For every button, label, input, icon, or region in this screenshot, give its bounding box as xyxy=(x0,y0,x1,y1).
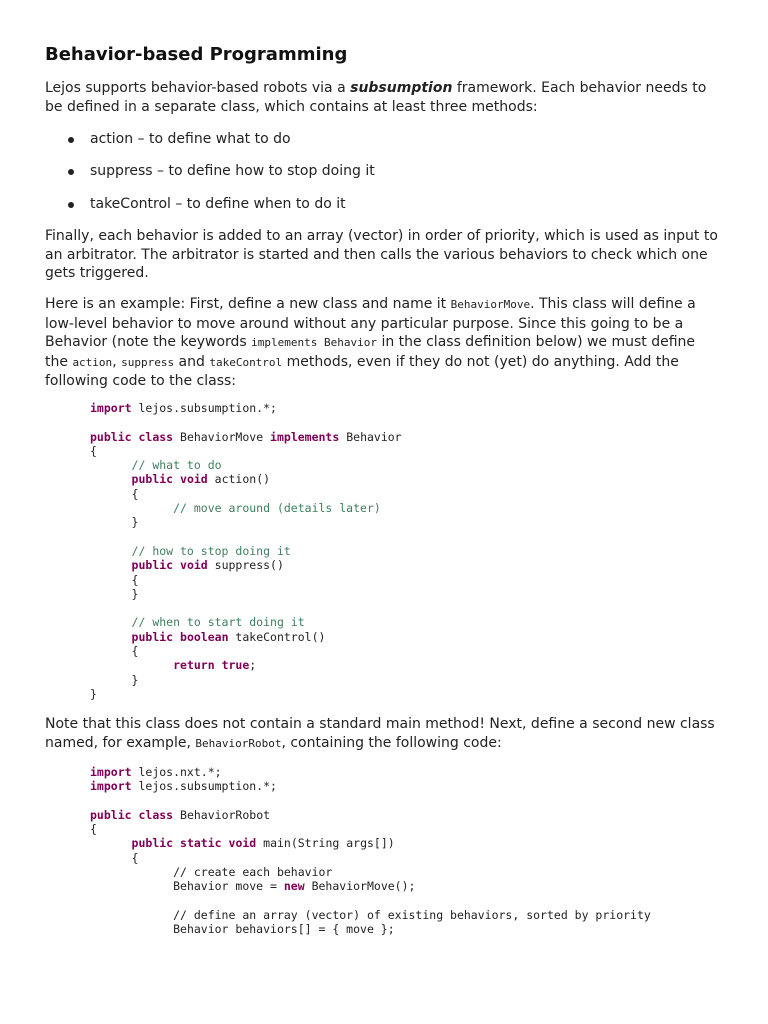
paragraph-text: , containing the following code: xyxy=(281,734,502,751)
arbitrator-paragraph xyxy=(45,227,735,283)
paragraph-text: named, for example, xyxy=(45,734,196,751)
paragraph-text: in the class definition below) we must define xyxy=(377,334,696,350)
inline-code: BehaviorMove xyxy=(450,298,531,311)
paragraph-text: methods, even if they do not (yet) do anything. Add the xyxy=(282,353,679,370)
paragraph-text: Behavior (note the keywords xyxy=(45,334,252,350)
paragraph-text: Here is an example: First, define a new class and name it xyxy=(45,296,451,312)
paragraph-text: gets triggered. xyxy=(45,265,149,281)
paragraph-text: Note that this class does not contain a standard main method! Next, define a second new class xyxy=(45,716,715,732)
bullet-dot-icon xyxy=(68,202,74,208)
paragraph-text: an arbitrator. The arbitrator is started and then calls the various behaviors to check which one xyxy=(45,246,708,263)
inline-code: takeControl xyxy=(209,355,283,369)
inline-code: suppress xyxy=(121,355,175,369)
subsumption-term: subsumption xyxy=(350,80,453,96)
list-item-text: takeControl – to define when to do it xyxy=(90,196,346,212)
intro-text: Lejos supports behavior-based robots via a xyxy=(45,80,351,96)
paragraph-text: and xyxy=(174,353,210,370)
intro-text-3: be defined in a separate class, which contains at least three methods: xyxy=(45,98,538,115)
example-paragraph xyxy=(45,295,735,391)
paragraph-text: Finally, each behavior is added to an array (vector) in order of priority, which is used as input to xyxy=(45,228,718,244)
paragraph-text: the xyxy=(45,353,73,370)
paragraph-text: following code to the class: xyxy=(45,373,237,389)
page-title: Behavior-based Programming xyxy=(45,44,348,65)
inline-code: BehaviorRobot xyxy=(195,736,282,750)
list-item-text: suppress – to define how to stop doing it xyxy=(90,163,375,179)
paragraph-text: low-level behavior to move around without any particular purpose. Since this going to be a xyxy=(45,315,684,332)
list-item-text: action – to define what to do xyxy=(90,131,291,147)
paragraph-text: , xyxy=(112,353,122,370)
main-class-paragraph xyxy=(45,715,735,753)
inline-code: action xyxy=(72,355,113,369)
bullet-dot-icon xyxy=(68,169,74,175)
paragraph-text: . This class will define a xyxy=(530,296,696,312)
code-block-behavior-move: import lejos.subsumption.*; public class BehaviorMove implements Behavior { // what to do public void action() { // move around (details later) } // how to stop doing it public void suppress() { } // when to start doing it public boolean takeControl() { return true; } } xyxy=(90,401,402,701)
intro-paragraph xyxy=(45,79,735,116)
bullet-dot-icon xyxy=(68,137,74,143)
code-block-behavior-robot: import lejos.nxt.*; import lejos.subsumption.*; public class BehaviorRobot { public static void main(String args[]) { // create each behavior Behavior move = new BehaviorMove(); // define an array (vector) of existing behaviors, sorted by priority Behavior behaviors[] = { move }; xyxy=(90,765,651,937)
inline-code: implements Behavior xyxy=(251,336,378,349)
intro-text-2: framework. Each behavior needs to xyxy=(452,80,707,96)
